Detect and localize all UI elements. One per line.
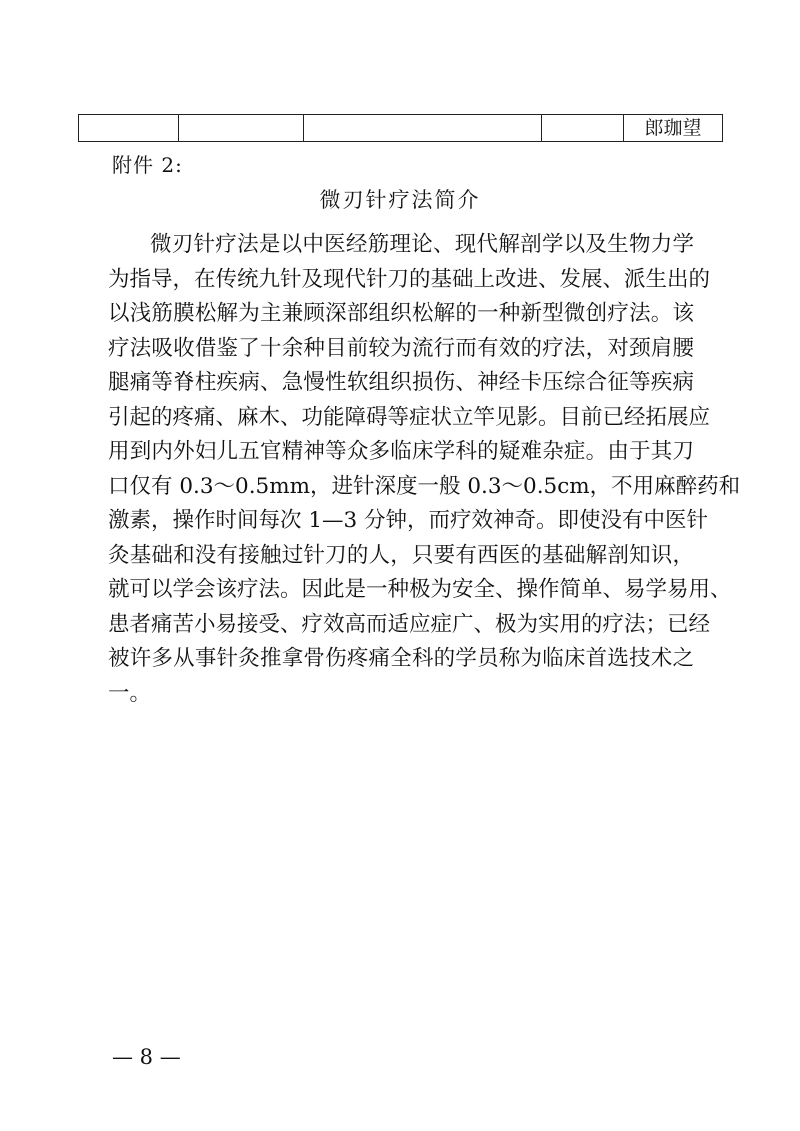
- body-line: 疗法吸收借鉴了十余种目前较为流行而有效的疗法，对颈肩腰: [108, 335, 694, 361]
- body-line: 灸基础和没有接触过针刀的人，只要有西医的基础解剖知识，: [108, 542, 694, 568]
- body-line: 为指导，在传统九针及现代针刀的基础上改进、发展、派生出的: [108, 266, 711, 292]
- table-row: [79, 115, 723, 142]
- table-cell: [304, 115, 542, 142]
- top-table: [78, 114, 723, 142]
- attachment-label: 附件 2:: [112, 153, 183, 177]
- document-title: 微刃针疗法简介: [319, 188, 481, 212]
- table-cell: [179, 115, 304, 142]
- body-line: 一。: [108, 680, 152, 706]
- table-cell: [542, 115, 624, 142]
- body-line: 口仅有 0.3～0.5mm，进针深度一般 0.3～0.5cm，不用麻醉药和: [108, 473, 741, 499]
- table-cell: [79, 115, 179, 142]
- body-text: [108, 228, 741, 711]
- body-line: 腿痛等脊柱疾病、急慢性软组织损伤、神经卡压综合征等疾病: [108, 370, 694, 395]
- body-line: 患者痛苦小易接受、疗效高而适应症广、极为实用的疗法；已经: [108, 611, 711, 637]
- body-line: 以浅筋膜松解为主兼顾深部组织松解的一种新型微创疗法。该: [108, 301, 694, 326]
- body-line: 用到内外妇儿五官精神等众多临床学科的疑难杂症。由于其刀: [108, 439, 694, 464]
- body-line: 被许多从事针灸推拿骨伤疼痛全科的学员称为临床首选技术之: [108, 646, 694, 671]
- page-number: — 8 —: [112, 1045, 181, 1069]
- body-line: 激素，操作时间每次 1—3 分钟，而疗效神奇。即使没有中医针: [108, 508, 709, 533]
- body-line: 就可以学会该疗法。因此是一种极为安全、操作简单、易学易用、: [108, 577, 732, 602]
- body-line: 微刃针疗法是以中医经筋理论、现代解剖学以及生物力学: [150, 232, 694, 257]
- table-cell-name: 郎珈望: [624, 115, 723, 142]
- body-line: 引起的疼痛、麻木、功能障碍等症状立竿见影。目前已经拓展应: [108, 404, 711, 430]
